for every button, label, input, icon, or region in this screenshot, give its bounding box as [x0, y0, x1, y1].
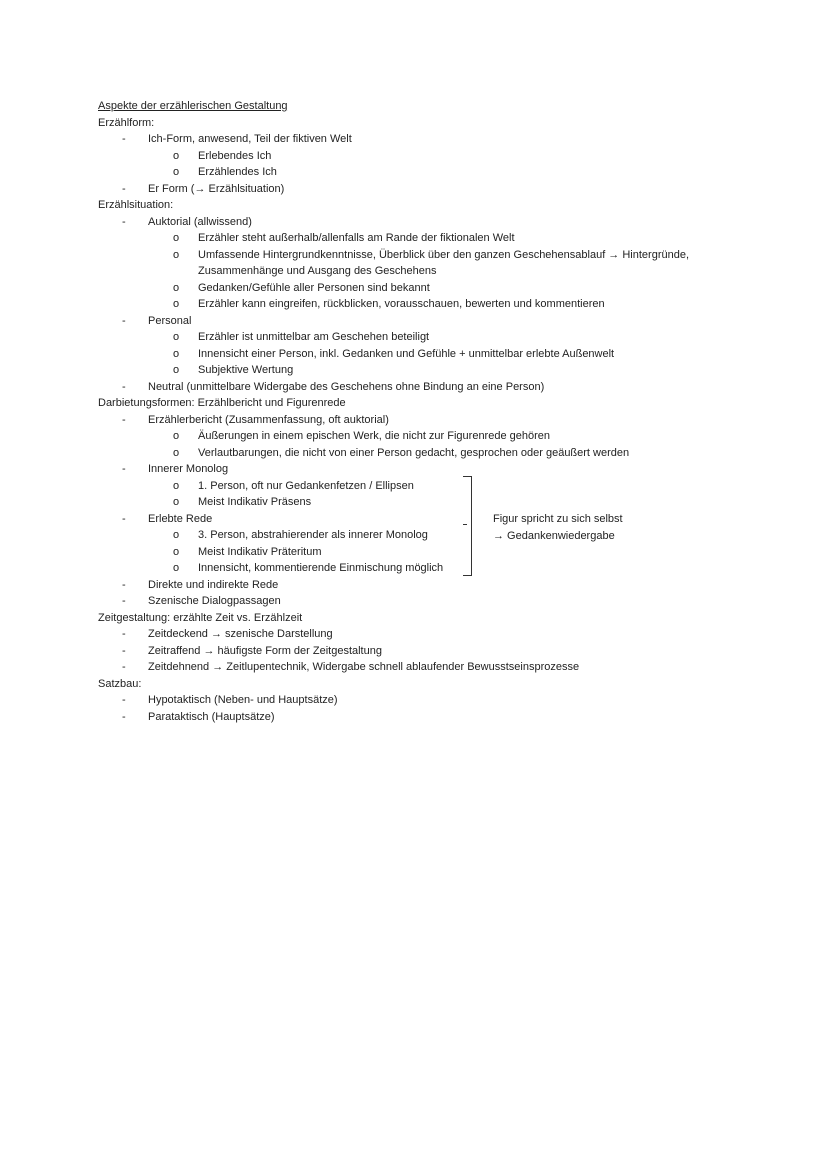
- list-item: [98, 577, 788, 594]
- circle-bullet: o: [173, 446, 180, 459]
- side-note-line-1: Figur spricht zu sich selbst: [493, 513, 623, 525]
- circle-bullet: o: [173, 545, 180, 558]
- sub-list-item: [98, 544, 788, 561]
- list-item: [98, 659, 788, 676]
- list-item-text: Szenische Dialogpassagen: [148, 595, 281, 607]
- circle-bullet: o: [173, 529, 180, 541]
- side-note: [493, 511, 623, 544]
- list-item: [98, 412, 788, 429]
- dash-bullet: -: [122, 628, 126, 640]
- list-item: [98, 131, 788, 148]
- list-item-text: Er Form (→ Erzählsituation): [148, 182, 285, 195]
- circle-bullet: o: [173, 496, 180, 508]
- list-item-text: Erlebte Rede: [148, 512, 213, 525]
- list-item-text: Parataktisch (Hauptsätze): [148, 710, 275, 723]
- list-item: [98, 593, 788, 610]
- sub-list-item-text: Erzähler ist unmittelbar am Geschehen beteiligt: [198, 331, 430, 343]
- sub-list-item-text: Innensicht einer Person, inkl. Gedanken und Gefühle + unmittelbar erlebte Außenwelt: [198, 347, 615, 360]
- sub-list-item: [98, 362, 788, 379]
- circle-bullet: o: [173, 331, 180, 343]
- circle-bullet: o: [173, 248, 180, 261]
- sub-list-item-text: Subjektive Wertung: [198, 364, 294, 376]
- sub-list-item: [98, 230, 788, 247]
- section-heading: Zeitgestaltung: erzählte Zeit vs. Erzählzeit: [98, 611, 303, 624]
- circle-bullet: o: [173, 149, 180, 162]
- list-item-text: Personal: [148, 314, 192, 327]
- sub-list-item-text: Meist Indikativ Präteritum: [198, 545, 322, 558]
- dash-bullet: -: [122, 380, 126, 393]
- sub-list-item: [98, 445, 788, 462]
- circle-bullet: o: [173, 298, 180, 310]
- section-heading: Erzählform:: [98, 116, 155, 129]
- dash-bullet: -: [122, 182, 126, 195]
- dash-bullet: -: [122, 133, 126, 145]
- sub-list-item-text: Erzählendes Ich: [198, 166, 277, 178]
- dash-bullet: -: [122, 710, 126, 723]
- list-item: [98, 692, 788, 709]
- list-item: [98, 626, 788, 643]
- list-item: [98, 181, 788, 198]
- circle-bullet: o: [173, 364, 180, 376]
- sub-list-item-text: Gedanken/Gefühle aller Personen sind bekannt: [198, 281, 430, 294]
- sub-list-item-text: Innensicht, kommentierende Einmischung möglich: [198, 562, 444, 574]
- sub-list-item: [98, 247, 718, 280]
- sub-list-item: [98, 428, 788, 445]
- sub-list-item: [98, 560, 788, 577]
- list-item: [98, 461, 788, 478]
- list-item-text: Auktorial (allwissend): [148, 215, 252, 228]
- dash-bullet: -: [122, 595, 126, 607]
- list-item: [98, 511, 788, 528]
- list-item-text: Zeitdehnend → Zeitlupentechnik, Widergabe schnell ablaufender Bewusstseinsprozesse: [148, 661, 580, 673]
- sub-list-item-text: Äußerungen in einem epischen Werk, die nicht zur Figurenrede gehören: [198, 430, 550, 442]
- circle-bullet: o: [173, 479, 180, 492]
- circle-bullet: o: [173, 562, 180, 574]
- section-heading: Erzählsituation:: [98, 199, 174, 211]
- list-item-text: Hypotaktisch (Neben- und Hauptsätze): [148, 694, 338, 706]
- dash-bullet: -: [122, 661, 126, 673]
- list-item: [98, 313, 788, 330]
- bracket-tick: [463, 524, 467, 525]
- sub-list-item-text: Verlautbarungen, die nicht von einer Person gedacht, gesprochen oder geäußert werden: [198, 446, 630, 459]
- list-item: [98, 643, 788, 660]
- list-item-text: Ich-Form, anwesend, Teil der fiktiven Welt: [148, 133, 352, 145]
- dash-bullet: -: [122, 578, 126, 591]
- circle-bullet: o: [173, 166, 180, 178]
- sub-list-item: [98, 280, 788, 297]
- dash-bullet: -: [122, 413, 126, 426]
- sub-list-item: [98, 494, 788, 511]
- list-item-text: Innerer Monolog: [148, 463, 229, 475]
- sub-list-item-text: Meist Indikativ Präsens: [198, 496, 312, 508]
- dash-bullet: -: [122, 644, 126, 657]
- bracket: [463, 476, 472, 576]
- list-item-text: Zeitraffend → häufigste Form der Zeitgestaltung: [148, 644, 382, 657]
- side-note-line-2: → Gedankenwiedergabe: [493, 529, 615, 542]
- circle-bullet: o: [173, 430, 180, 442]
- outline: [98, 115, 788, 726]
- sub-list-item: [98, 527, 788, 544]
- sub-list-item: [98, 296, 788, 313]
- list-item: [98, 379, 788, 396]
- circle-bullet: o: [173, 281, 180, 294]
- dash-bullet: -: [122, 463, 126, 475]
- sub-list-item: [98, 148, 788, 165]
- list-item: [98, 709, 788, 726]
- dash-bullet: -: [122, 694, 126, 706]
- dash-bullet: -: [122, 215, 126, 228]
- section-heading: Satzbau:: [98, 677, 142, 690]
- list-item-text: Zeitdeckend → szenische Darstellung: [148, 628, 333, 640]
- sub-list-item-text: Umfassende Hintergrundkenntnisse, Überblick über den ganzen Geschehensablauf → Hintergründe, Zusammenhänge und Ausgang des Geschehens: [198, 248, 690, 277]
- sub-list-item: [98, 329, 788, 346]
- circle-bullet: o: [173, 347, 180, 360]
- dash-bullet: -: [122, 512, 126, 525]
- sub-list-item: [98, 478, 788, 495]
- sub-list-item-text: Erlebendes Ich: [198, 149, 272, 162]
- list-item: [98, 214, 788, 231]
- document-title: Aspekte der erzählerischen Gestaltung: [98, 100, 288, 112]
- sub-list-item: [98, 164, 788, 181]
- section-heading: Darbietungsformen: Erzählbericht und Figurenrede: [98, 397, 346, 409]
- circle-bullet: o: [173, 232, 180, 244]
- sub-list-item-text: Erzähler kann eingreifen, rückblicken, vorausschauen, bewerten und kommentieren: [198, 298, 605, 310]
- sub-list-item-text: Erzähler steht außerhalb/allenfalls am Rande der fiktionalen Welt: [198, 232, 515, 244]
- list-item-text: Erzählerbericht (Zusammenfassung, oft auktorial): [148, 413, 389, 426]
- sub-list-item: [98, 346, 788, 363]
- sub-list-item-text: 1. Person, oft nur Gedankenfetzen / Ellipsen: [198, 479, 414, 492]
- list-item-text: Direkte und indirekte Rede: [148, 578, 279, 591]
- dash-bullet: -: [122, 314, 126, 327]
- sub-list-item-text: 3. Person, abstrahierender als innerer Monolog: [198, 529, 428, 541]
- list-item-text: Neutral (unmittelbare Widergabe des Geschehens ohne Bindung an eine Person): [148, 380, 545, 393]
- document: [98, 98, 788, 725]
